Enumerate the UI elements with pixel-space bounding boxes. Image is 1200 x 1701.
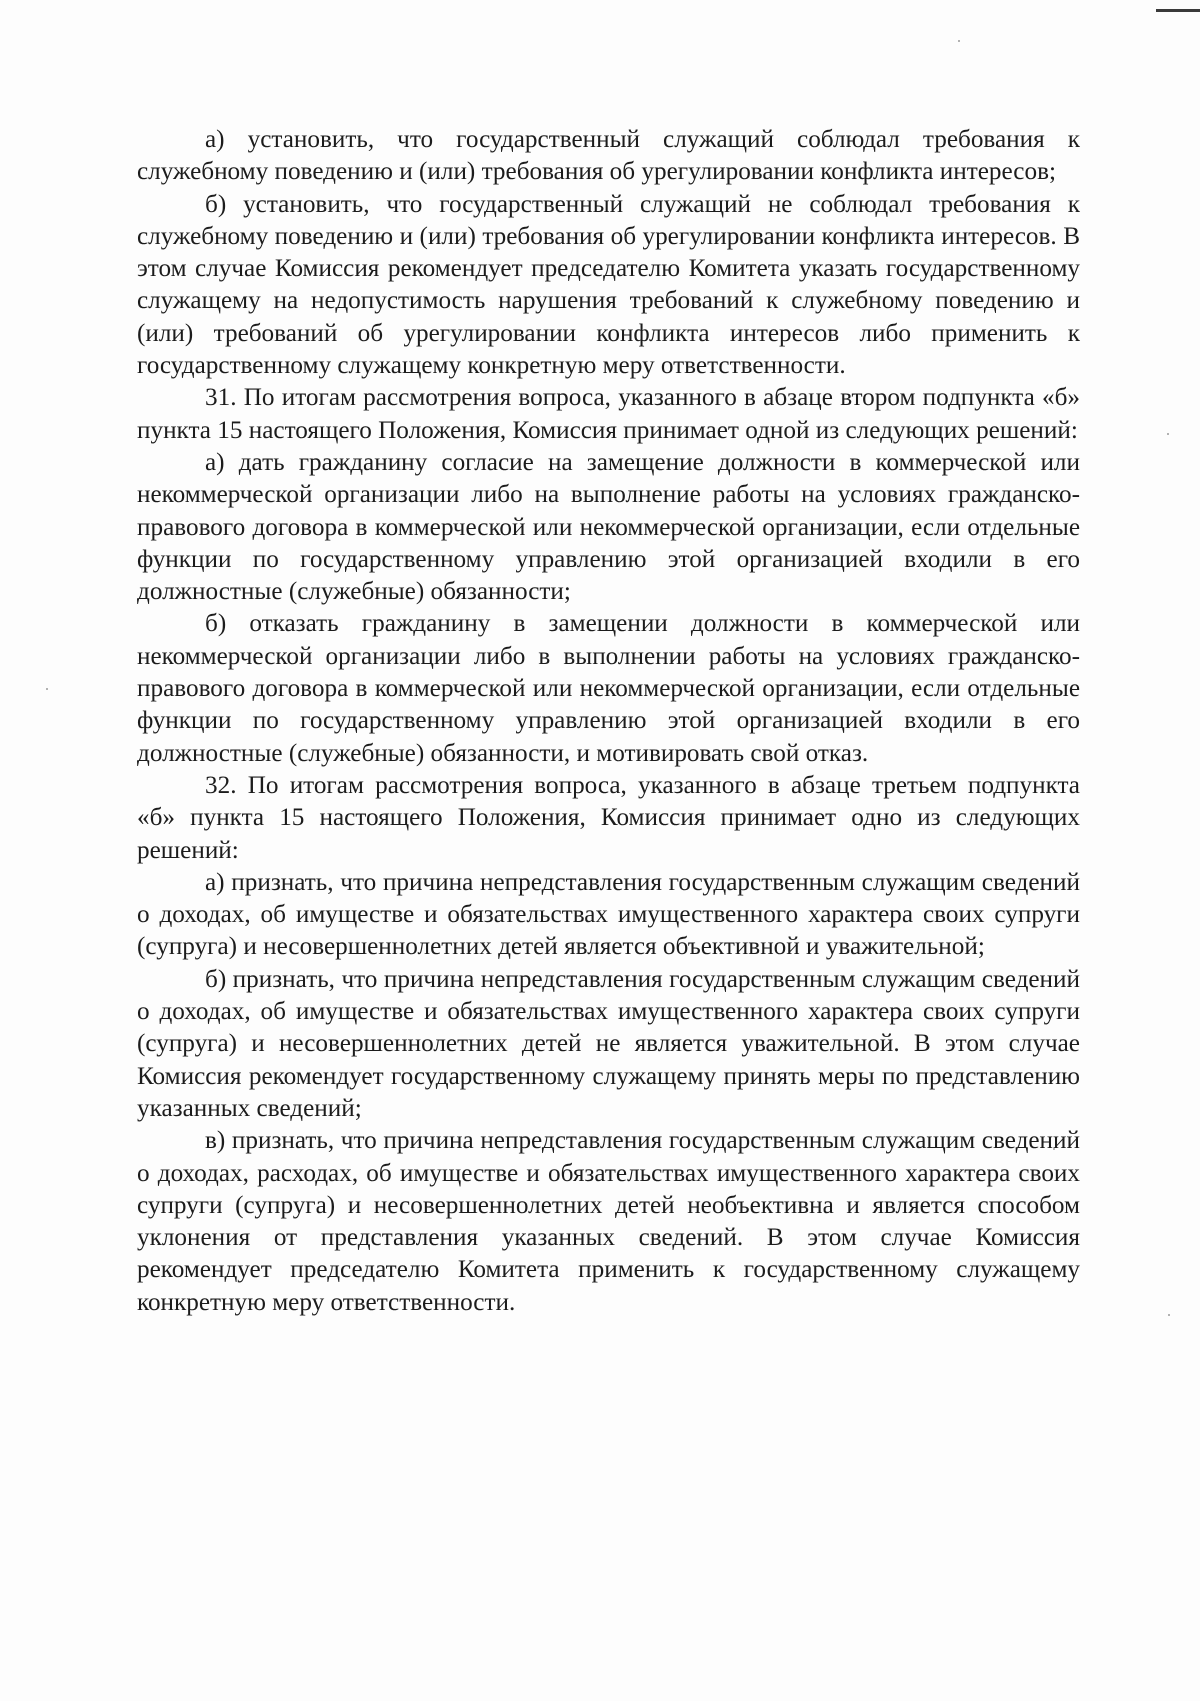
paragraph-30b: б) установить, что государственный служащий не соблюдал требования к служебному поведению и (или) требования об урегулировании конфликта интересов. В этом случае Комиссия рекомендует председателю Комитета указать государственному служащему на недопустимость нарушения требований к служебному поведению и (или) требований об урегулировании конфликта интересов либо применить к государственному служащему конкретную меру ответственности. bbox=[137, 190, 1080, 380]
paragraph-30a: а) установить, что государственный служащий соблюдал требования к служебному поведению и (или) требования об урегулировании конфликта интересов; bbox=[137, 126, 1080, 186]
paragraph-31b: б) отказать гражданину в замещении должности в коммерческой или некоммерческой организации либо в выполнении работы на условиях гражданско-правового договора в коммерческой или некоммерческой организации, если отдельные функции по государственному управлению этой организацией входили в его должностные (служебные) обязанности, и мотивировать свой отказ. bbox=[137, 610, 1080, 767]
scan-edge-mark bbox=[1156, 9, 1200, 12]
paragraph-31a: а) дать гражданину согласие на замещение должности в коммерческой или некоммерческой организации либо на выполнение работы на условиях гражданско-правового договора в коммерческой или некоммерческой организации, если отдельные функции по государственному управлению этой организацией входили в его должностные (служебные) обязанности; bbox=[137, 448, 1080, 606]
scan-speck bbox=[1168, 1314, 1170, 1316]
paragraph-32c: в) признать, что причина непредставления государственным служащим сведений о доходах, расходах, об имуществе и обязательствах имущественного характера своих супруги (супруга) и несовершеннолетних детей необъективна и является способом уклонения от представления указанных сведений. В этом случае Комиссия рекомендует председателю Комитета применить к государственному служащему конкретную меру ответственности. bbox=[137, 1127, 1080, 1316]
paragraph-32b: б) признать, что причина непредставления государственным служащим сведений о доходах, об имуществе и обязательствах имущественного характера своих супруги (супруга) и несовершеннолетних детей не является уважительной. В этом случае Комиссия рекомендует государственному служащему принять меры по представлению указанных сведений; bbox=[137, 965, 1080, 1122]
paragraph-32: 32. По итогам рассмотрения вопроса, указанного в абзаце третьем подпункта «б» пункта 15 настоящего Положения, Комиссия принимает одно из следующих решений: bbox=[137, 771, 1080, 864]
scan-speck bbox=[1167, 433, 1169, 435]
scan-speck bbox=[46, 688, 48, 690]
paragraph-31: 31. По итогам рассмотрения вопроса, указанного в абзаце втором подпункта «б» пункта 15 настоящего Положения, Комиссия принимает одной из следующих решений: bbox=[137, 384, 1080, 444]
document-body bbox=[137, 124, 1080, 1319]
scan-speck bbox=[958, 40, 960, 42]
paragraph-32a: а) признать, что причина непредставления государственным служащим сведений о доходах, об имуществе и обязательствах имущественного характера своих супруги (супруга) и несовершеннолетних детей является объективной и уважительной; bbox=[137, 868, 1080, 961]
